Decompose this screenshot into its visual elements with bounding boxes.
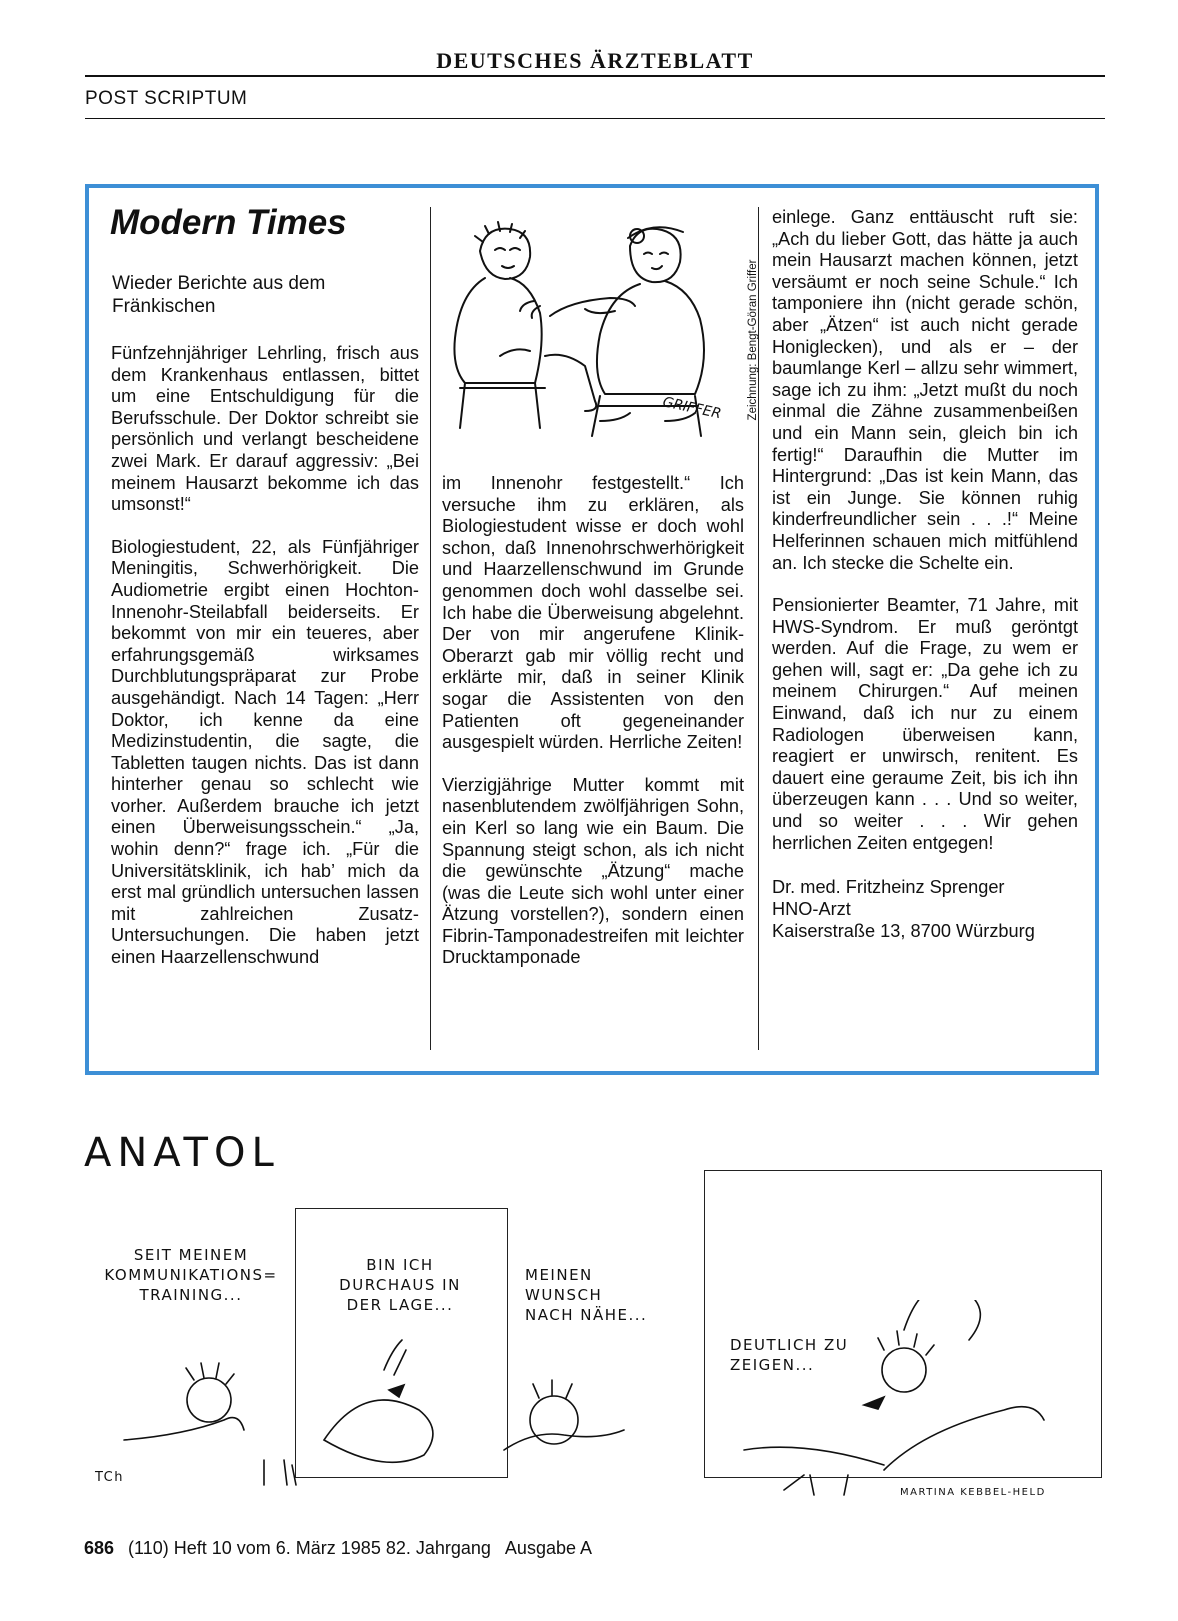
comic-panel-4-text: DEUTLICH ZU ZEIGEN... bbox=[730, 1336, 849, 1374]
column-divider bbox=[430, 207, 431, 1050]
comic-initials: TCh bbox=[95, 1470, 124, 1485]
frame-gap bbox=[1099, 188, 1105, 1071]
cartoon-signature: GRIFFER bbox=[661, 394, 723, 423]
author-address: Kaiserstraße 13, 8700 Würzburg bbox=[772, 921, 1035, 942]
masthead: DEUTSCHES ÄRZTEBLATT bbox=[436, 48, 754, 73]
section-label: POST SCRIPTUM bbox=[85, 88, 248, 109]
column-1 bbox=[111, 343, 419, 990]
paragraph: Vierzigjährige Mutter kommt mit nasenblutendem zwölfjährigen Sohn, ein Kerl so lang wie ein Baum. Die Spannung steigt schon, als ich nicht die gewünschte „Ätzung“ mache (was die Leute sich wohl unter einer Ätzung vorstellen?), sondern einen Fibrin-Tamponadestreifen mit leichter Drucktamponade bbox=[442, 774, 744, 968]
comic-panel-3-text: MEINEN WUNSCH NACH NÄHE... bbox=[525, 1266, 648, 1324]
page-number: 686 bbox=[84, 1538, 115, 1558]
doctor-cartoon bbox=[440, 206, 740, 456]
author-signature bbox=[772, 876, 1078, 942]
paragraph: einlege. Ganz enttäuscht ruft sie: „Ach du lieber Gott, das hätte ja auch mein Hausarzt machen können, jetzt versäumt er noch seine Schule.“ Ich tamponiere ihn (nicht gerade schön, aber „Ätzen“ ist auch nicht gerade Honiglecken), und als er – der baumlange Kerl – allzu sehr wimmert, sage ich zu ihm: „Jetzt mußt du noch einmal die Zähne zusammenbeißen und ein Mann sein, gleich bin ich fertig!“ Daraufhin die Mutter im Hintergrund: „Das ist kein Mann, das ist ein Junge. Sie können ruhig kinderfreundlicher sein . . .!“ Meine Helferinnen schauen mich mitfühlend an. Ich stecke die Schelte ein. bbox=[772, 207, 1078, 573]
cartoon-credit: Zeichnung: Bengt-Göran Griffer bbox=[747, 259, 759, 421]
column-3 bbox=[772, 207, 1078, 942]
header-rule bbox=[85, 75, 1105, 77]
author-name: Dr. med. Fritzheinz Sprenger bbox=[772, 877, 1005, 898]
paragraph: im Innenohr festgestellt.“ Ich versuche ihm zu erklären, als Biologiestudent wisse er doch wohl schon, daß Innenohrschwerhörigkeit und Haarzellenschwund im Grunde genommen doch wohl dasselbe sei. Ich habe die Überweisung abgelehnt. Der von mir angerufene Klinik-Oberarzt gab mir völlig recht und erklärte mir, daß in seiner Klinik sogar die Assistenten von den Patienten oft gegeneinander ausgespielt würden. Herrliche Zeiten! bbox=[442, 473, 744, 753]
paragraph: Fünfzehnjähriger Lehrling, frisch aus dem Krankenhaus entlassen, bittet um eine Entschuldigung für die Berufsschule. Der Doktor schreibt sie persönlich und verlangt bescheidene zwei Mark. Er darauf aggressiv: „Bei meinem Hausarzt bekomme ich das umsonst!“ bbox=[111, 343, 419, 515]
page-footer bbox=[84, 1538, 592, 1559]
comic-drawings bbox=[84, 1300, 1104, 1500]
author-title: HNO-Arzt bbox=[772, 899, 851, 920]
comic-panel-2-text: BIN ICH DURCHAUS IN DER LAGE... bbox=[339, 1256, 461, 1314]
section-rule bbox=[85, 118, 1105, 119]
comic-title: ANATOL bbox=[84, 1130, 280, 1176]
paragraph: Biologiestudent, 22, als Fünfjähriger Meningitis, Schwerhörigkeit. Die Audiometrie ergibt einen Hochton-Innenohr-Steilabfall beiderseits. Er bekommt von mir ein teueres, aber erfahrungsgemäß wirksames Durchblutungspräparat zur Probe ausgehändigt. Nach 14 Tagen: „Herr Doktor, ich kenne da eine Medizinstudentin, die sagte, die Tabletten taugen nichts. Das ist dann hinterher genau so schlecht wie vorher. Außerdem brauche ich jetzt einen Überweisungsschein.“ „Ja, wohin denn?“ frage ich. „Für die Universitätsklinik, ich hab’ mich da erst mal gründlich untersuchen lassen mit zahlreichen Zusatz-Untersuchungen. Die haben jetzt einen Haarzellenschwund bbox=[111, 536, 419, 968]
column-2 bbox=[442, 473, 744, 990]
comic-panel-1-text: SEIT MEINEM KOMMUNIKATIONS= TRAINING... bbox=[104, 1246, 278, 1304]
paragraph: Pensionierter Beamter, 71 Jahre, mit HWS-Syndrom. Er muß geröntgt werden. Auf die Frage, zu wem er gehen will, sagt er: „Da gehe ich zu meinem Chirurgen.“ Auf meinen Einwand, daß ich nur zu einem Radiologen überweisen kann, reagiert er unwirsch, renitent. Es dauert eine geraume Zeit, bis ich ihn überzeugen kann . . . Und so weiter, und so weiter . . . Wir gehen herrlichen Zeiten entgegen! bbox=[772, 595, 1078, 853]
article-title: Modern Times bbox=[110, 203, 347, 242]
comic-artist: MARTINA KEBBEL-HELD bbox=[900, 1487, 1046, 1498]
article-subtitle: Wieder Berichte aus dem Fränkischen bbox=[112, 273, 326, 317]
issue-info: (110) Heft 10 vom 6. März 1985 82. Jahrgang Ausgabe A bbox=[128, 1538, 592, 1558]
